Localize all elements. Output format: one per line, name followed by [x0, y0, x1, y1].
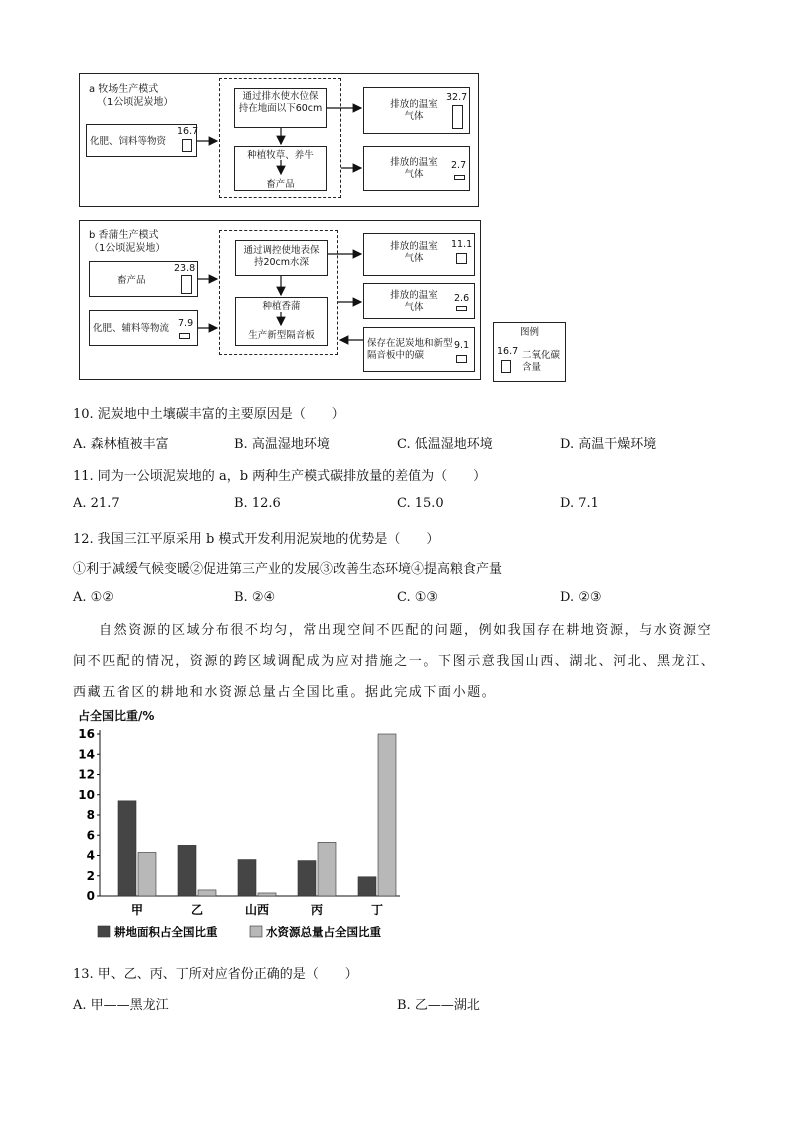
diagram-b-input2-label: 化肥、辅料等物流	[93, 323, 170, 334]
q10-option-a[interactable]: A. 森林植被丰富	[73, 437, 169, 452]
legend-value: 16.7	[497, 346, 519, 357]
y-tick-label: 8	[86, 808, 95, 822]
x-tick-label: 山西	[244, 903, 270, 917]
q12-option-c[interactable]: C. ①③	[397, 590, 439, 605]
y-tick-label: 0	[86, 889, 95, 903]
q10-option-d[interactable]: D. 高温干燥环境	[560, 437, 657, 452]
bar-farmland	[238, 860, 256, 896]
x-tick-label: 甲	[130, 903, 144, 917]
legend-label: 耕地面积占全国比重	[114, 925, 218, 939]
x-tick-label: 丙	[310, 903, 324, 917]
legend-label: 二氧化碳含量	[522, 350, 561, 373]
diagram-b-title: b 香蒲生产模式	[89, 230, 159, 241]
y-tick-label: 14	[78, 747, 95, 762]
q11-option-a[interactable]: A. 21.7	[73, 496, 120, 511]
q10-option-b[interactable]: B. 高温湿地环境	[234, 437, 330, 452]
legend-label: 水资源总量占全国比重	[266, 925, 381, 939]
bar-farmland	[118, 801, 136, 896]
y-tick-label: 10	[78, 787, 95, 802]
q12-option-a[interactable]: A. ①②	[73, 590, 114, 605]
question-13: 13. 甲、乙、丙、丁所对应省份正确的是（ ）	[73, 967, 358, 982]
x-tick-label: 丁	[370, 903, 384, 917]
bar-water	[378, 734, 396, 896]
diagram-b-out3-label: 保存在泥炭地和新型隔音板中的碳	[367, 338, 453, 361]
diagram-b-input1-label: 畜产品	[117, 275, 146, 286]
bar-water	[138, 852, 156, 896]
y-tick-label: 2	[86, 868, 95, 883]
diagram-b-step1: 通过调控使地表保持20cm水深	[235, 240, 328, 276]
diagram-a-input-value: 16.7	[177, 126, 199, 137]
diagram-a-subtitle: （1公顷泥炭地）	[97, 97, 174, 108]
passage	[73, 615, 723, 708]
q12-statements: ①利于减缓气候变暖②促进第三产业的发展③改善生态环境④提高粮食产量	[73, 562, 503, 577]
y-tick-label: 6	[86, 828, 95, 843]
diagram-b-input1-value: 23.8	[174, 263, 196, 274]
bar-water	[198, 890, 216, 896]
question-12: 12. 我国三江平原采用 b 模式开发利用泥炭地的优势是（ ）	[73, 532, 440, 547]
q11-option-c[interactable]: C. 15.0	[397, 496, 444, 511]
diagram-b-out1-value: 11.1	[451, 239, 473, 250]
diagram-b-out2-label: 排放的温室气体	[390, 290, 438, 313]
q10-option-c[interactable]: C. 低温湿地环境	[397, 437, 493, 452]
y-tick-label: 12	[78, 767, 95, 782]
bar-chart	[76, 718, 416, 958]
diagram-b-subtitle: （1公顷泥炭地）	[89, 243, 166, 254]
y-tick-label: 4	[86, 848, 95, 863]
q13-option-b[interactable]: B. 乙——湖北	[397, 998, 480, 1013]
diagram-a-step1: 通过排水使水位保持在地面以下60cm	[234, 88, 327, 128]
bar-farmland	[358, 877, 376, 896]
q11-option-d[interactable]: D. 7.1	[560, 496, 599, 511]
diagram-a-out1-value: 32.7	[446, 92, 468, 103]
bar-water	[318, 842, 336, 896]
legend-title: 图例	[520, 327, 540, 338]
diagram-a-out2-label: 排放的温室气体	[390, 157, 438, 180]
q13-option-a[interactable]: A. 甲——黑龙江	[73, 998, 169, 1013]
y-tick-label: 16	[78, 727, 95, 741]
diagram-a-step3: 畜产品	[266, 179, 295, 190]
diagram-b-out1-label: 排放的温室气体	[390, 241, 438, 264]
q11-option-b[interactable]: B. 12.6	[234, 496, 281, 511]
q12-option-d[interactable]: D. ②③	[560, 590, 602, 605]
diagram-b-step2: 种植香蒲	[262, 301, 301, 312]
diagram-a-out2-value: 2.7	[451, 160, 467, 171]
legend-swatch	[98, 926, 110, 937]
bar-farmland	[298, 861, 316, 896]
bar-farmland	[178, 845, 196, 896]
diagram-a-input-label: 化肥、饲料等物资	[90, 136, 167, 147]
chart-ylabel: 占全国比重/%	[78, 709, 155, 723]
diagram-arrows	[0, 0, 794, 400]
diagram-a-step2: 种植牧草、养牛	[247, 150, 314, 161]
diagram-a-out1-label: 排放的温室气体	[390, 99, 438, 122]
diagram-b-input2-value: 7.9	[178, 318, 194, 329]
diagram-a-title: a 牧场生产模式	[89, 84, 159, 95]
q12-option-b[interactable]: B. ②④	[234, 590, 276, 605]
x-tick-label: 乙	[190, 903, 204, 917]
diagram-b-out2-value: 2.6	[454, 293, 470, 304]
legend-swatch	[250, 926, 262, 937]
passage-text: 自然资源的区域分布很不均匀，常出现空间不匹配的问题，例如我国存在耕地资源，与水资源空间不匹配的情况，资源的跨区域调配成为应对措施之一。下图示意我国山西、湖北、河北、黑龙江、西藏五省区的耕地和水资源总量占全国比重。据此完成下面小题。	[73, 623, 716, 700]
question-10: 10. 泥炭地中土壤碳丰富的主要原因是（ ）	[73, 407, 345, 422]
question-11: 11. 同为一公顷泥炭地的 a，b 两种生产模式碳排放量的差值为（ ）	[73, 469, 487, 484]
diagram-b-out3-value: 9.1	[454, 340, 470, 351]
bar-water	[258, 893, 276, 896]
diagram-b-step3: 生产新型隔音板	[248, 330, 315, 341]
